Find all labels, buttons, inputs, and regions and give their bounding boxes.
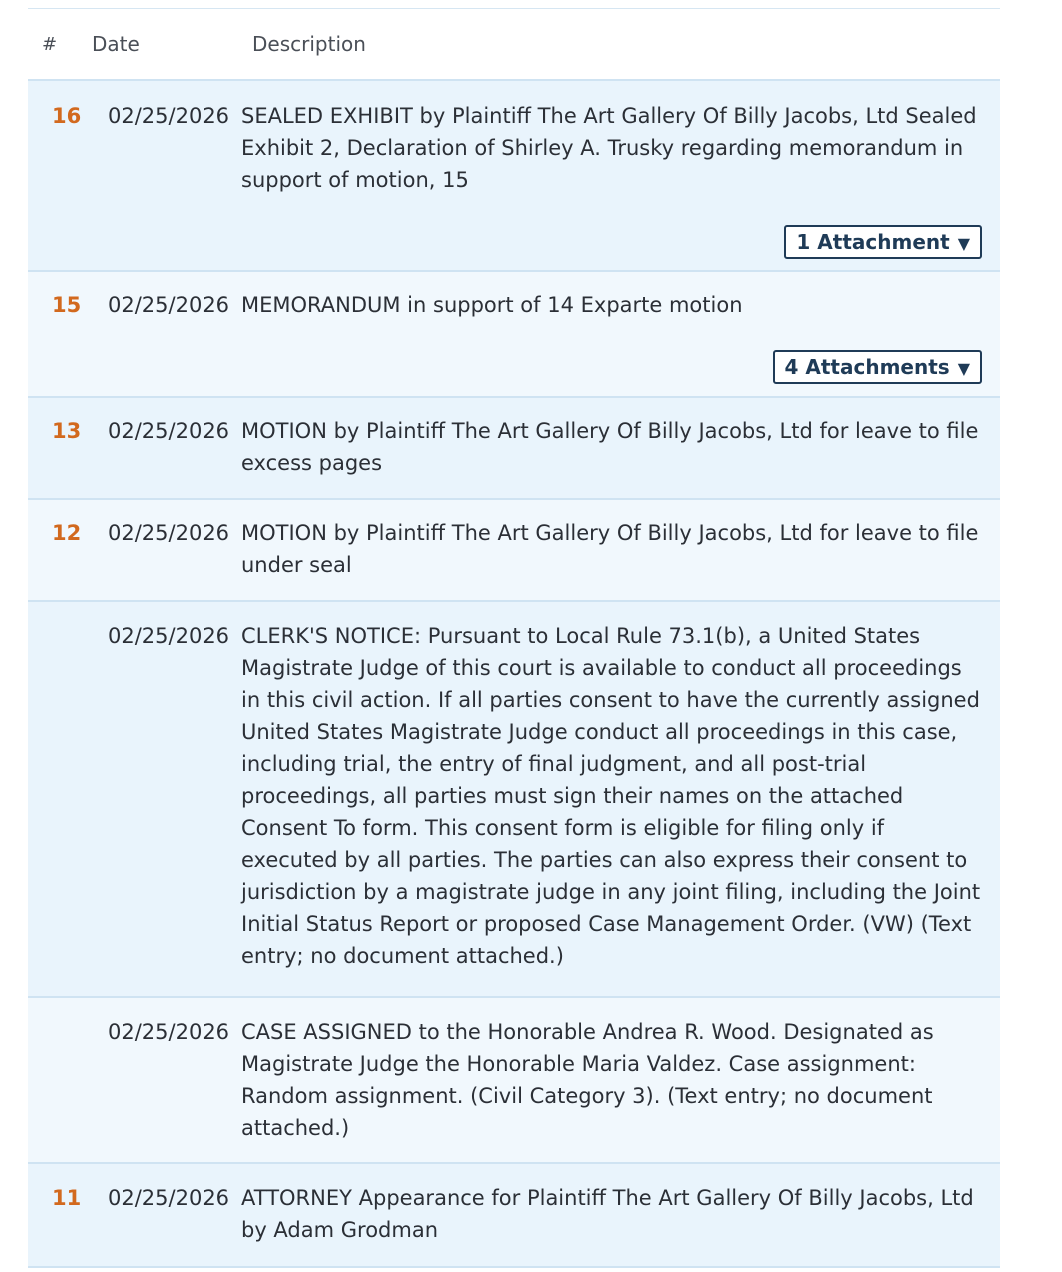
entry-date: 02/25/2026: [108, 419, 230, 443]
entry-description: CASE ASSIGNED to the Honorable Andrea R. Wood. Designated as Magistrate Judge the Honorable Maria Valdez. Case assignment: Random assignment. (Civil Category 3). (Text entry; no document attached.): [241, 1020, 934, 1140]
table-header: [28, 8, 1000, 81]
entry-number: [28, 1016, 108, 1162]
attachments-button[interactable]: [784, 225, 982, 259]
entry-description: MOTION by Plaintiff The Art Gallery Of Billy Jacobs, Ltd for leave to file excess pages: [241, 419, 979, 475]
entry-description: MEMORANDUM in support of 14 Exparte motion: [241, 293, 743, 317]
entry-date: 02/25/2026: [108, 624, 230, 648]
entry-date: 02/25/2026: [108, 293, 230, 317]
entry-description: ATTORNEY Appearance for Plaintiff The Art Gallery Of Billy Jacobs, Ltd by Adam Grodman: [241, 1186, 974, 1242]
caret-down-icon: ▼: [957, 359, 970, 378]
entry-description: MOTION by Plaintiff The Art Gallery Of Billy Jacobs, Ltd for leave to file under seal: [241, 521, 979, 577]
entry-number[interactable]: 15: [52, 293, 82, 317]
entry-date: 02/25/2026: [108, 521, 230, 545]
caret-down-icon: ▼: [957, 234, 970, 253]
entry-date: 02/25/2026: [108, 1186, 230, 1210]
table-row: [28, 398, 1000, 500]
attachments-button[interactable]: [773, 350, 983, 384]
docket-table: [28, 8, 1000, 1268]
entry-number[interactable]: 11: [52, 1186, 82, 1210]
entry-number[interactable]: 13: [52, 419, 82, 443]
entry-number[interactable]: 12: [52, 521, 82, 545]
entry-description: SEALED EXHIBIT by Plaintiff The Art Gallery Of Billy Jacobs, Ltd Sealed Exhibit 2, Declaration of Shirley A. Trusky regarding memorandum in support of motion, 15: [241, 104, 977, 192]
entry-date: 02/25/2026: [108, 1020, 230, 1044]
entry-number[interactable]: 16: [52, 104, 82, 128]
entry-description: CLERK'S NOTICE: Pursuant to Local Rule 73.1(b), a United States Magistrate Judge of this court is available to conduct all proceedings in this civil action. If all parties consent to have the currently assigned United States Magistrate Judge conduct all proceedings in this case, including trial, the entry of final judgment, and all post-trial proceedings, all parties must sign their names on the attached Consent To form. This consent form is eligible for filing only if executed by all parties. The parties can also express their consent to jurisdiction by a magistrate judge in any joint filing, including the Joint Initial Status Report or proposed Case Management Order. (VW) (Text entry; no document attached.): [241, 624, 981, 968]
table-row: [28, 1164, 1000, 1268]
table-row: [28, 272, 1000, 398]
table-row: [28, 998, 1000, 1164]
table-row: [28, 602, 1000, 998]
entry-date: 02/25/2026: [108, 104, 230, 128]
header-number: #: [42, 33, 58, 55]
table-row: [28, 500, 1000, 602]
header-date: Date: [92, 32, 140, 56]
attachments-label: 4 Attachments: [784, 355, 950, 379]
entry-number: [28, 620, 108, 996]
header-description: Description: [252, 32, 366, 56]
attachments-label: 1 Attachment: [796, 230, 950, 254]
table-row: [28, 81, 1000, 272]
